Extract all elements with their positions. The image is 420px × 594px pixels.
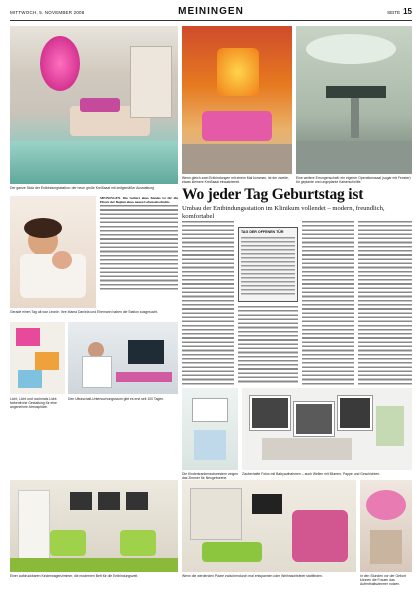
caption-1: Der ganze Stolz der Entbindungsstation: der neue große Kreißsaal mit zeitgemäßer Ausstattung xyxy=(10,186,154,190)
caption-7: Die Kinderkrankenschwestern zeigen das Zimmer für Neugeborene. xyxy=(182,472,238,481)
photo-waiting-room xyxy=(10,480,178,572)
caption-3: Eine weitere Errungenschaft: ein eigener Operationssaal (sogar mit Fenster) für geplante und ungeplante Kaiserschnitte. xyxy=(296,176,411,185)
header-rule xyxy=(10,20,412,21)
photo-colorful-art xyxy=(10,322,65,394)
body-text-col-f xyxy=(358,220,412,385)
photo-mother-baby xyxy=(10,196,96,308)
body-text-col-e xyxy=(302,220,354,385)
section-title: MEININGEN xyxy=(178,6,244,17)
headline: Wo jeder Tag Geburtstag ist xyxy=(182,186,364,203)
caption-9: Einer aufdruckbaren Kinderwagenzimmer, die modernen Bett für die Entbindungszeit. xyxy=(10,574,139,578)
photo-second-delivery-room xyxy=(182,26,292,174)
caption-5: Licht, Licht und nochmals Licht: farbenfrohe Gestaltung für eine angenehme Atmosphäre. xyxy=(10,397,58,410)
photo-operating-room xyxy=(296,26,412,174)
body-lead: MEININGEN. Die Geburt eines Kindes ist für die Eltern der Beginn eines neuen Lebensabschnitts. xyxy=(100,196,178,205)
photo-delivery-room xyxy=(10,26,178,184)
body-text-col-d xyxy=(238,305,298,385)
page-label: SEITE xyxy=(387,10,401,15)
body-text-col-a xyxy=(100,196,178,302)
caption-10: Wenn die werdenden Paare zwischendurch mal entspannen oder Weihnachtsfeier stattfinden. xyxy=(182,574,323,578)
caption-11: In den Stunden vor der Geburt können die Frauen das Aufenthaltszimmer nutzen. xyxy=(360,574,406,587)
photo-baby-photos xyxy=(242,388,412,470)
page-number: SEITE 15 xyxy=(387,7,412,16)
photo-nurse-room xyxy=(182,388,238,470)
date-line: MITTWOCH, 5. NOVEMBER 2008 xyxy=(10,10,85,15)
caption-2: Wenn gleich zwei Entbindungen mit einem Mal kommen, ist der zweite, etwas kleinere Kreißsaal einsatzbereit. xyxy=(182,176,289,185)
caption-6: Den Ultraschall-Untersuchungsraum gibt es erst seit 100 Tagen. xyxy=(68,397,165,401)
page-header xyxy=(10,6,412,18)
photo-ultrasound-room xyxy=(68,322,178,394)
subheadline: Umbau der Entbindungsstation im Klinikum vollendet – modern, freundlich, komfortabel xyxy=(182,205,385,220)
photo-lounge xyxy=(360,480,412,572)
info-box xyxy=(238,227,298,302)
caption-4: Gerade einen Tag alt war Leonie. Ihre Mama Daniela und Ehemann haben die Station ausgesucht. xyxy=(10,310,159,314)
body-text-col-c xyxy=(182,220,234,385)
photo-relax-room xyxy=(182,480,356,572)
caption-8: Zauberhafte Fotos mit Babyaufnahmen – auch Wellen mit Blumen, Pappe und Geschichten. xyxy=(242,472,381,476)
info-box-title: TAG DER OFFENEN TÜR xyxy=(241,230,284,234)
